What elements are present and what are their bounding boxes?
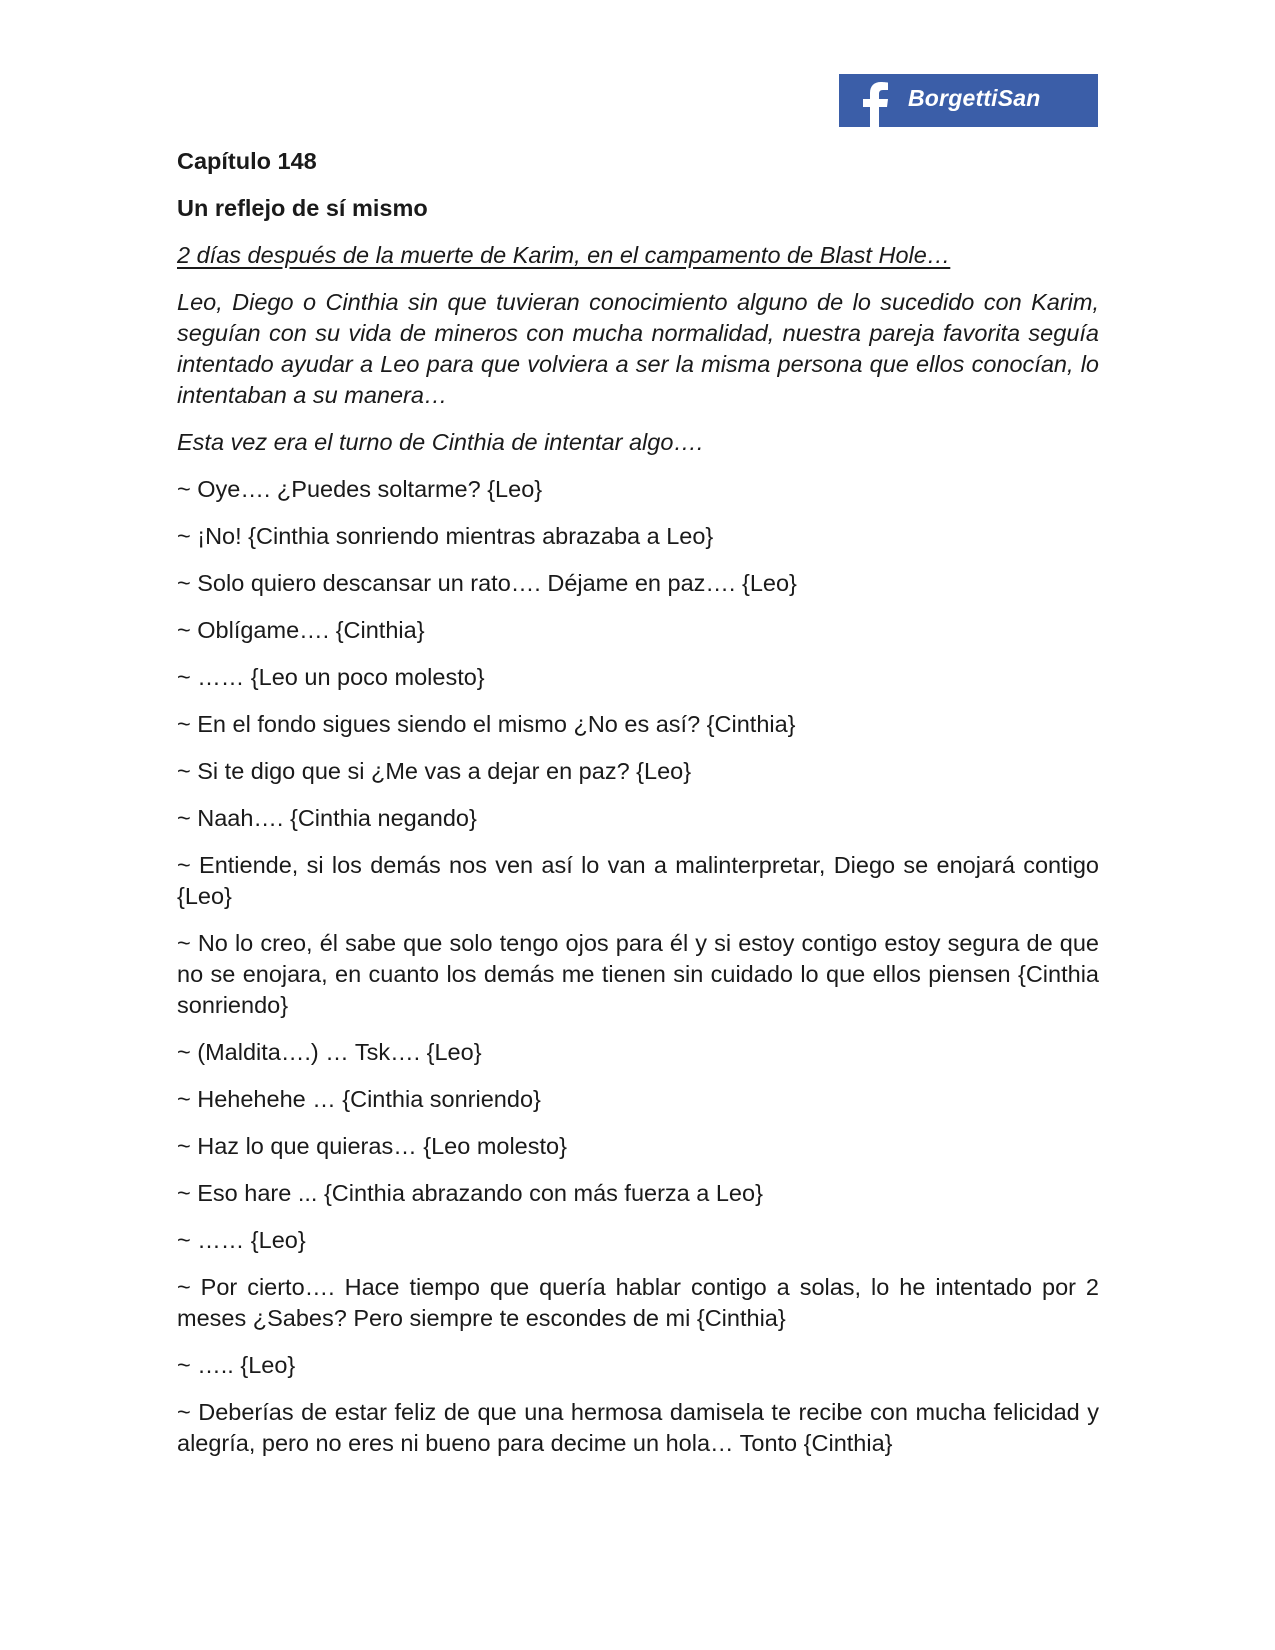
- dialogue-line: ~ ….. {Leo}: [177, 1352, 296, 1378]
- scene-heading: 2 días después de la muerte de Karim, en el campamento de Blast Hole…: [177, 242, 951, 268]
- author-handle: BorgettiSan: [908, 85, 1041, 111]
- chapter-title: Capítulo 148: [177, 148, 317, 174]
- dialogue-line: ~ No lo creo, él sabe que solo tengo ojos para él y si estoy contigo estoy segura de que no se enojara, en cuanto los demás me tienen sin cuidado lo que ellos piensen {Cinthia sonriendo}: [177, 930, 1099, 1018]
- chapter-subtitle: Un reflejo de sí mismo: [177, 195, 428, 221]
- chapter-body: [177, 146, 1099, 1475]
- dialogue-line: ~ Oblígame…. {Cinthia}: [177, 617, 425, 643]
- dialogue-line: ~ Haz lo que quieras… {Leo molesto}: [177, 1133, 567, 1159]
- dialogue-line: ~ Solo quiero descansar un rato…. Déjame en paz…. {Leo}: [177, 570, 797, 596]
- dialogue-line: ~ Por cierto…. Hace tiempo que quería hablar contigo a solas, lo he intentado por 2 meses ¿Sabes? Pero siempre te escondes de mi {Cinthia}: [177, 1274, 1099, 1331]
- facebook-icon: [861, 82, 891, 127]
- narration-paragraph: Esta vez era el turno de Cinthia de intentar algo….: [177, 429, 704, 455]
- dialogue-line: ~ Deberías de estar feliz de que una hermosa damisela te recibe con mucha felicidad y alegría, pero no eres ni bueno para decime un hola… Tonto {Cinthia}: [177, 1399, 1099, 1456]
- dialogue-line: ~ …… {Leo}: [177, 1227, 306, 1253]
- narration-paragraph: Leo, Diego o Cinthia sin que tuvieran conocimiento alguno de lo sucedido con Karim, seguían con su vida de mineros con mucha normalidad, nuestra pareja favorita seguía intentado ayudar a Leo para que volviera a ser la misma persona que ellos conocían, lo intentaban a su manera…: [177, 289, 1099, 408]
- dialogue-line: ~ Naah…. {Cinthia negando}: [177, 805, 477, 831]
- dialogue-line: ~ ¡No! {Cinthia sonriendo mientras abrazaba a Leo}: [177, 523, 714, 549]
- dialogue-line: ~ (Maldita….) … Tsk…. {Leo}: [177, 1039, 482, 1065]
- dialogue-line: ~ …… {Leo un poco molesto}: [177, 664, 485, 690]
- dialogue-line: ~ Oye…. ¿Puedes soltarme? {Leo}: [177, 476, 543, 502]
- dialogue-line: ~ Eso hare ... {Cinthia abrazando con más fuerza a Leo}: [177, 1180, 763, 1206]
- dialogue-line: ~ Entiende, si los demás nos ven así lo van a malinterpretar, Diego se enojará contigo {Leo}: [177, 852, 1099, 909]
- facebook-badge: [839, 74, 1098, 127]
- dialogue-line: ~ Si te digo que si ¿Me vas a dejar en paz? {Leo}: [177, 758, 692, 784]
- dialogue-line: ~ Hehehehe … {Cinthia sonriendo}: [177, 1086, 541, 1112]
- dialogue-line: ~ En el fondo sigues siendo el mismo ¿No es así? {Cinthia}: [177, 711, 796, 737]
